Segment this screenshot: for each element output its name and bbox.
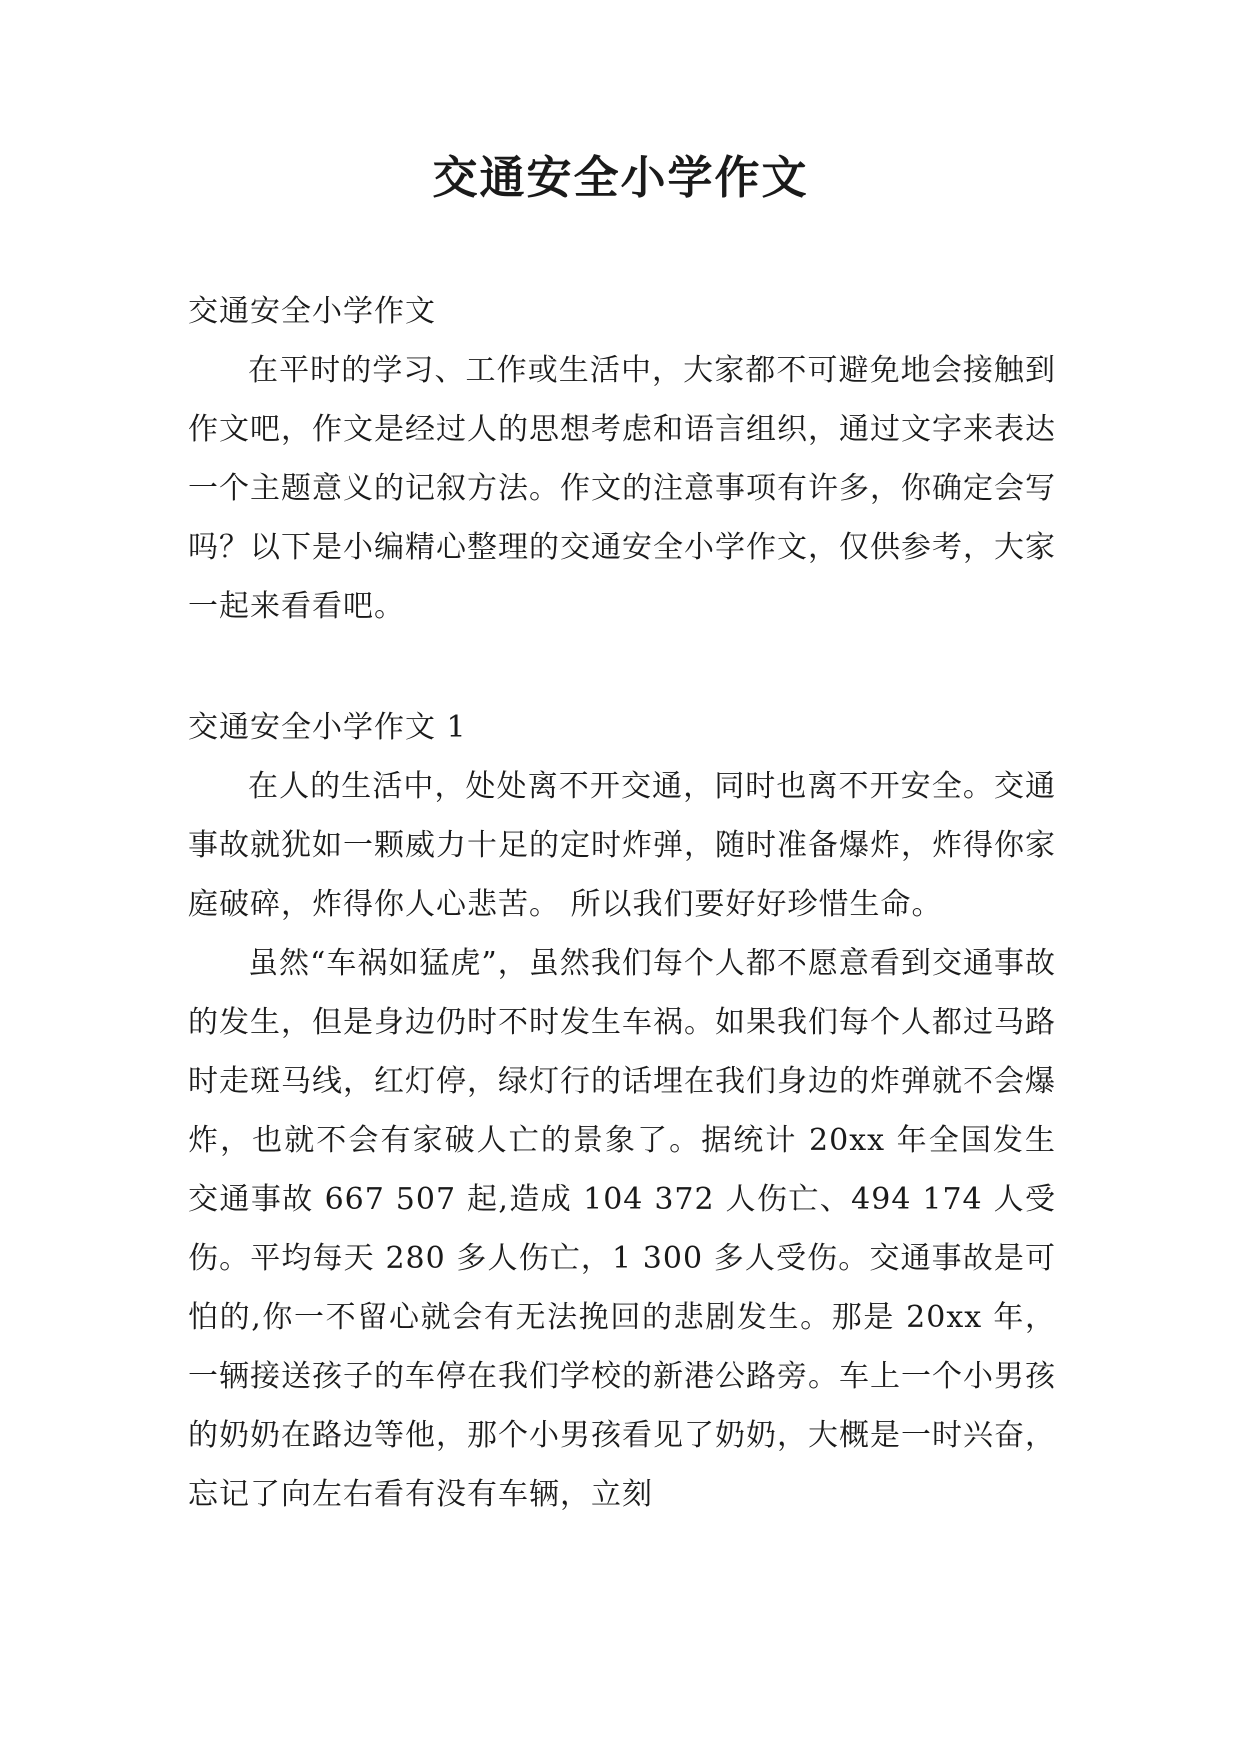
- document-body: [188, 282, 1056, 1524]
- page-title: 交通安全小学作文: [432, 151, 809, 204]
- intro-paragraph: 在平时的学习、工作或生活中，大家都不可避免地会接触到作文吧，作文是经过人的思想考虑和语言组织，通过文字来表达一个主题意义的记叙方法。作文的注意事项有许多，你确定会写吗？以下是小编精心整理的交通安全小学作文，仅供参考，大家一起来看看吧。: [188, 353, 1056, 624]
- essay-1-paragraph-1: 在人的生活中，处处离不开交通，同时也离不开安全。交通事故就犹如一颗威力十足的定时炸弹，随时准备爆炸，炸得你家庭破碎，炸得你人心悲苦。 所以我们要好好珍惜生命。: [188, 769, 1056, 922]
- essay-1-heading: 交通安全小学作文 1: [188, 710, 467, 745]
- intro-heading: 交通安全小学作文: [188, 294, 436, 329]
- essay-1-paragraph-2: 虽然“车祸如猛虎”，虽然我们每个人都不愿意看到交通事故的发生，但是身边仍时不时发生车祸。如果我们每个人都过马路时走斑马线，红灯停，绿灯行的话埋在我们身边的炸弹就不会爆炸，也就不会有家破人亡的景象了。据统计 20xx 年全国发生交通事故 667 507 起,造成 104 372 人伤亡、494 174 人受伤。平均每天 280 多人伤亡，1 300 多人受伤。交通事故是可怕的,你一不留心就会有无法挽回的悲剧发生。那是 20xx 年，一辆接送孩子的车停在我们学校的新港公路旁。车上一个小男孩的奶奶在路边等他，那个小男孩看见了奶奶，大概是一时兴奋，忘记了向左右看有没有车辆，立刻: [188, 946, 1056, 1512]
- section-spacer: [188, 636, 1056, 698]
